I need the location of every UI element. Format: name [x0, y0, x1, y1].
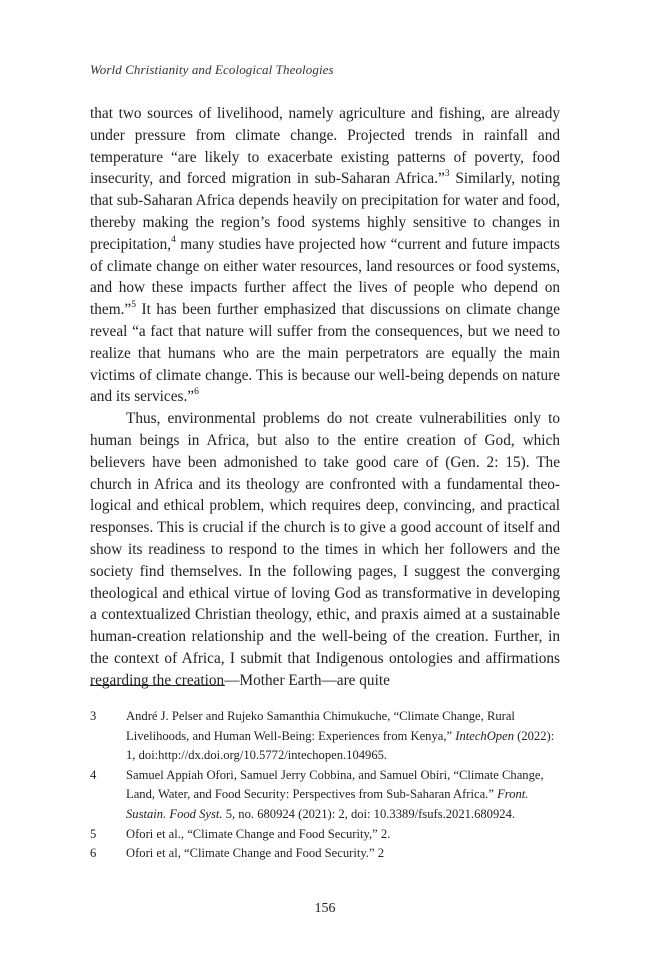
paragraph-2: Thus, environmental problems do not create vulnerabilities only to human beings in Africa, but also to the entire creation of God, which believers have been admonished to take good care of (Gen. 2: 15). The church in Africa and its theology are confronted with a fundamental theological and ethical problem, which requires deep, convincing, and practical responses. This is crucial if the church is to give a good account of itself and show its readiness to respond to the times in which her followers and the society find themselves. In the following pages, I suggest the converging theological and ethical virtue of loving God as transformative in developing a contextualized Christian theology, ethic, and praxis aimed at a sustainable human-creation relationship and the well-being of the creation. Further, in the context of Africa, I submit that Indigenous ontologies and affirmations regarding the creation—Mother Earth—are quite: [90, 410, 560, 689]
paragraph-1: [90, 103, 560, 408]
footnote-text: [126, 707, 560, 766]
p1-text-2: Similarly, noting that sub-Saharan Africa depends heavily on precipitation for water and food, thereby making the region’s food systems highly sensitive to changes in precipitation,: [90, 170, 560, 253]
footnote-3: [90, 707, 560, 766]
p1-text-4: It has been further emphasized that discussions on climate change reveal “a fact that nature will suffer from the consequences, but we need to realize that humans who are the main perpetrators are equally the main victims of climate change. This is because our well-being depends on nature and its services.”: [90, 301, 560, 406]
footnote-number: 4: [90, 767, 97, 782]
footnote-ref-5[interactable]: 5: [131, 300, 136, 311]
footnote-number: 3: [90, 709, 97, 723]
footnote-ref-6[interactable]: 6: [194, 387, 199, 398]
footnote-journal: Front. Sustain. Food Syst.: [126, 787, 529, 821]
running-header: World Christianity and Ecological Theologies: [90, 62, 334, 77]
footnote-journal: IntechOpen: [455, 728, 514, 743]
footnote-number: 5: [90, 826, 97, 841]
footnote-text: Ofori et al, “Climate Change and Food Security.” 2: [126, 846, 384, 861]
p1-text-3: many studies have projected how “current and future impacts of climate change on either water resources, land resources or food systems, and how these impacts further affect the lives of people who depend on them.”: [90, 235, 560, 319]
footnote-text: Ofori et al., “Climate Change and Food Security,” 2.: [126, 826, 391, 841]
footnote-text-part: Samuel Appiah Ofori, Samuel Jerry Cobbina, and Samuel Obiri, “Climate Change, Land, Water, and Food Security: Perspectives from Sub-Saharan Africa.”: [126, 767, 544, 802]
page-number: 156: [314, 901, 336, 916]
footnote-ref-3[interactable]: 3: [444, 169, 450, 180]
footnotes: [90, 707, 560, 864]
footnote-6: [90, 844, 560, 864]
footnote-divider: [90, 685, 225, 686]
footnote-number: 6: [90, 846, 97, 861]
footnote-5: [90, 825, 560, 845]
footnote-ref-4[interactable]: 4: [171, 234, 176, 245]
footnote-text-part: 5, no. 680924 (2021): 2, doi: 10.3389/fsufs.2021.680924.: [222, 806, 516, 821]
footnote-text-part: André J. Pelser and Rujeko Samanthia Chimukuche, “Climate Change, Rural Livelihoods, and Human Well-Being: Experiences from Kenya,”: [126, 709, 515, 743]
footnote-4: [90, 766, 560, 825]
p1-text-1: that two sources of livelihood, namely agriculture and fishing, are already under pressure from climate change. Projected trends in rainfall and temperature “are likely to exacerbate existing patterns of poverty, food insecurity, and forced migration in sub-Saharan Africa.”: [90, 105, 560, 188]
footnote-text: [126, 766, 560, 825]
main-text: [90, 103, 560, 692]
footnote-text-part: (2022): 1, doi:http://dx.doi.org/10.5772/intechopen.104965.: [126, 728, 555, 763]
